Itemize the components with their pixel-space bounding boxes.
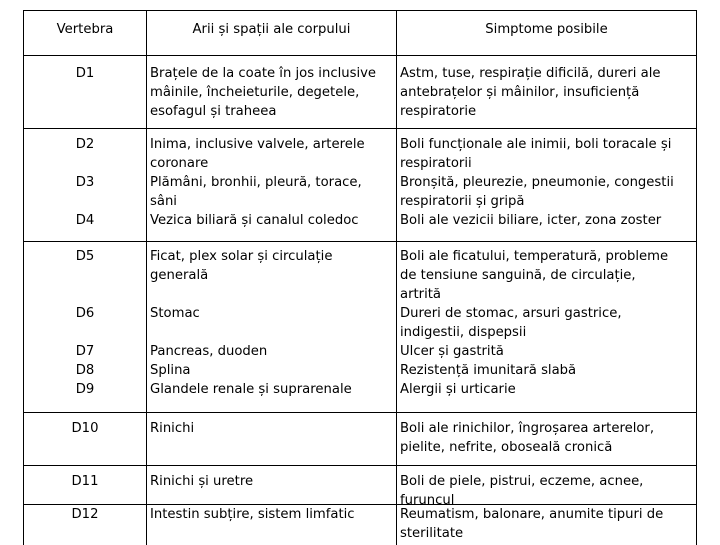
symptom-line: Boli ale vezicii biliare, icter, zona zoster <box>400 213 662 228</box>
area-line: Pancreas, duoden <box>150 344 268 359</box>
area-line: coronare <box>150 156 209 171</box>
symptom-line: respiratorii <box>400 156 472 171</box>
table-header-row <box>24 11 696 56</box>
symptom-table <box>23 10 697 545</box>
area-line: Splina <box>150 363 191 378</box>
symptom-line: Boli ale ficatului, temperatură, probleme <box>400 249 669 264</box>
area-line: Plămâni, bronhii, pleură, torace, <box>150 175 362 190</box>
symptom-line: respiratorii și gripă <box>400 194 525 209</box>
symptom-line: Rezistență imunitară slabă <box>400 363 577 378</box>
vertebra-label: D9 <box>75 382 95 397</box>
vertebra-label: D4 <box>75 213 95 228</box>
area-line: Inima, inclusive valvele, arterele <box>150 137 365 152</box>
symptom-line: Alergii și urticarie <box>400 382 516 397</box>
area-line: generală <box>150 268 209 283</box>
vertebra-label: D2 <box>75 137 95 152</box>
area-line: Glandele renale și suprarenale <box>150 382 352 397</box>
area-line: Vezica biliară și canalul coledoc <box>150 213 359 228</box>
vertebra-label: D1 <box>75 66 95 81</box>
table-row <box>24 505 696 545</box>
symptom-line: Boli de piele, pistrui, eczeme, acnee, <box>400 474 644 489</box>
area-line: Brațele de la coate în jos inclusive <box>150 66 377 81</box>
symptom-line: de tensiune sanguină, de circulație, <box>400 268 636 283</box>
symptom-line: artrită <box>400 287 442 302</box>
area-line: Rinichi și uretre <box>150 474 254 489</box>
header-areas: Arii și spații ale corpului <box>192 22 351 37</box>
vertebra-label: D3 <box>75 175 95 190</box>
vertebra-label: D10 <box>71 421 99 436</box>
symptom-line: Boli funcționale ale inimii, boli toracale și <box>400 137 672 152</box>
symptom-line: antebrațelor și mâinilor, insuficiență <box>400 85 640 100</box>
area-line: Stomac <box>150 306 200 321</box>
area-line: mâinile, încheieturile, degetele, <box>150 85 360 100</box>
symptom-line: Dureri de stomac, arsuri gastrice, <box>400 306 622 321</box>
symptom-line: pielite, nefrite, oboseală cronică <box>400 440 613 455</box>
symptom-line: sterilitate <box>400 526 464 541</box>
header-vertebra: Vertebra <box>56 22 114 37</box>
table-row <box>24 413 696 466</box>
vertebra-label: D5 <box>75 249 95 264</box>
symptom-line: Astm, tuse, respirație dificilă, dureri ale <box>400 66 661 81</box>
symptom-line: respiratorie <box>400 104 477 119</box>
vertebra-label: D11 <box>71 474 99 489</box>
header-symptoms: Simptome posibile <box>485 22 608 37</box>
symptom-line: Ulcer și gastrită <box>400 344 504 359</box>
table-row <box>24 242 696 413</box>
vertebra-label: D7 <box>75 344 95 359</box>
symptom-line: Boli ale rinichilor, îngroșarea arterelor, <box>400 421 655 436</box>
table-row <box>24 129 696 242</box>
symptom-line: indigestii, dispepsii <box>400 325 527 340</box>
table-row <box>24 466 696 508</box>
vertebra-label: D8 <box>75 363 95 378</box>
vertebra-label: D6 <box>75 306 95 321</box>
area-line: Intestin subțire, sistem limfatic <box>150 507 355 522</box>
symptom-line: furuncul <box>400 493 455 508</box>
vertebra-label: D12 <box>71 507 99 522</box>
table-row <box>24 56 696 129</box>
symptom-line: Reumatism, balonare, anumite tipuri de <box>400 507 664 522</box>
area-line: Ficat, plex solar și circulație <box>150 249 333 264</box>
area-line: Rinichi <box>150 421 195 436</box>
area-line: sâni <box>150 194 177 209</box>
area-line: esofagul și traheea <box>150 104 277 119</box>
symptom-line: Bronșită, pleurezie, pneumonie, congestii <box>400 175 674 190</box>
